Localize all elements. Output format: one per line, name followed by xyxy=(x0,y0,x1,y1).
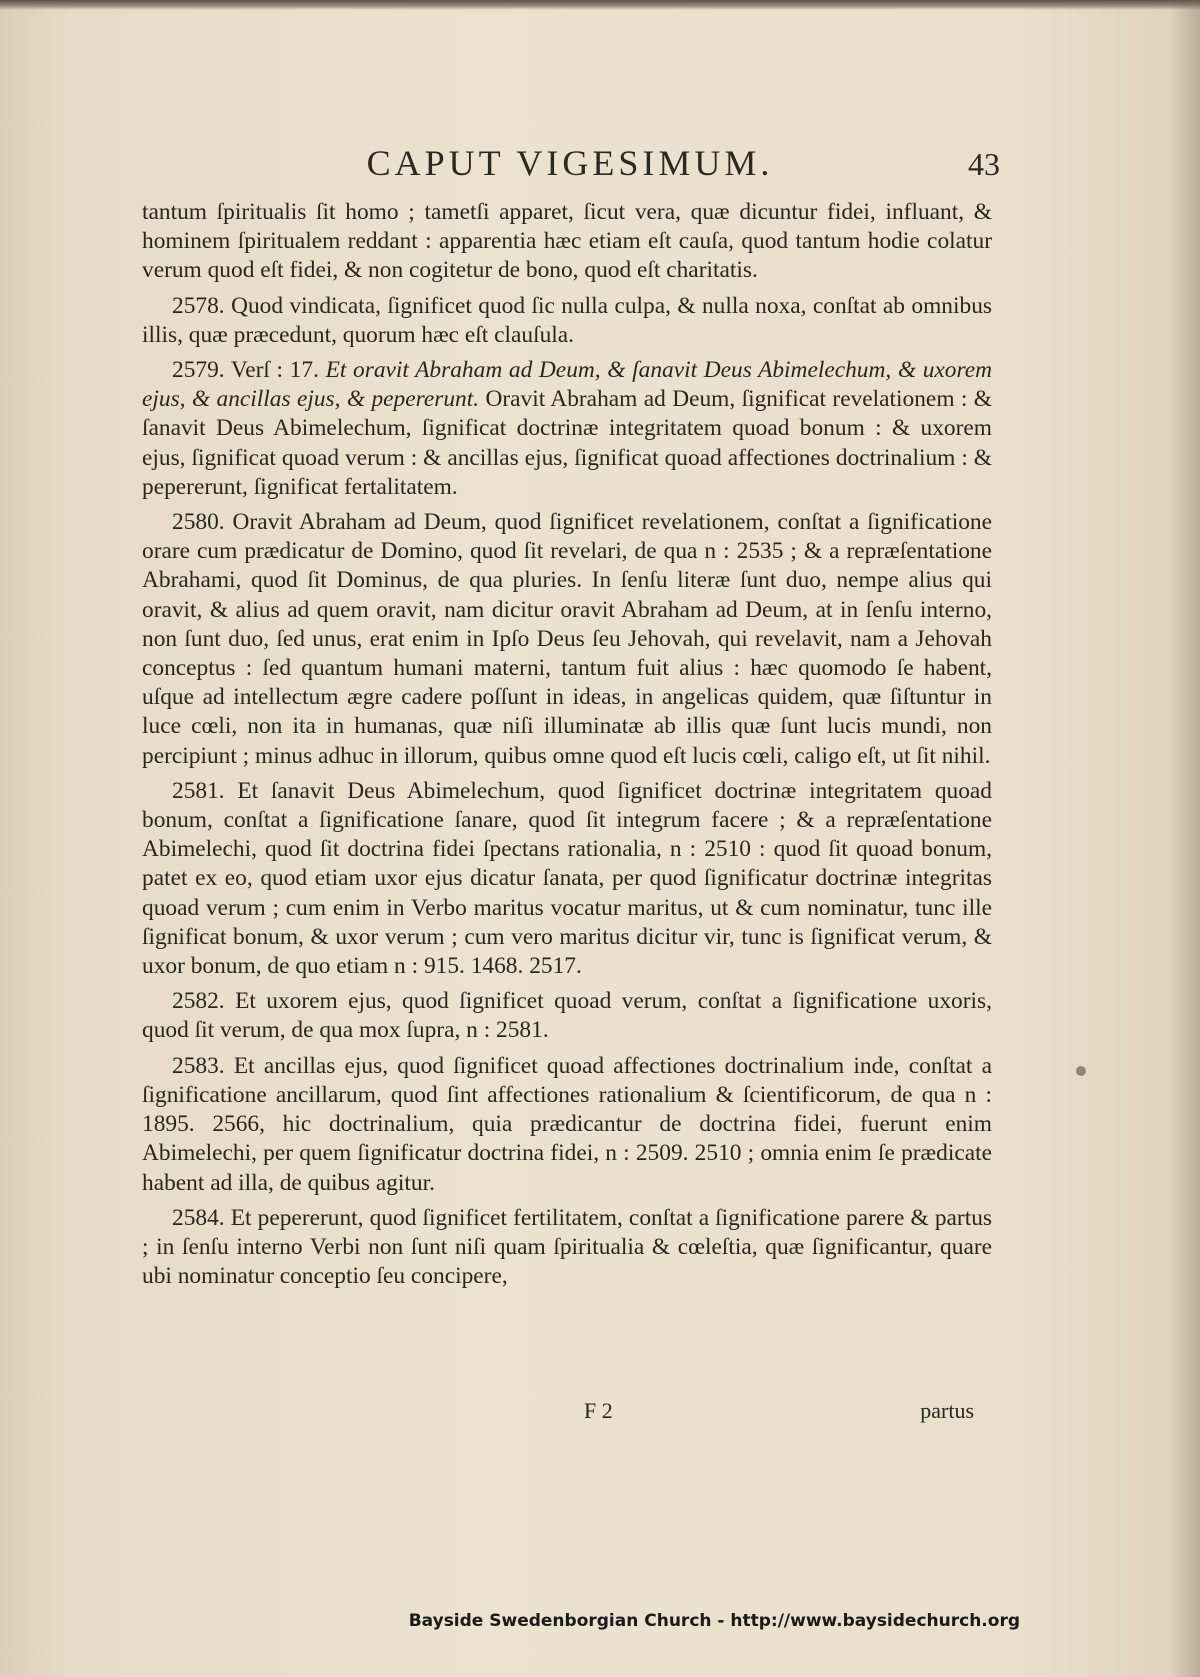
paragraph-number: 2581. xyxy=(172,777,225,804)
paragraph-text: Et pepererunt, quod ſignificet fertilitatem, conſtat a ſignificatione parere & partus ; in ſenſu interno Verbi non ſunt niſi quam ſpiritualia & cœleſtia, quæ ſignificantur, quare ubi nominatur conceptio ſeu concipere, xyxy=(142,1204,993,1290)
signature-mark: F 2 xyxy=(584,1398,613,1423)
paragraph-2578 xyxy=(142,292,992,350)
paragraph-2583 xyxy=(142,1052,992,1198)
paragraph-2580 xyxy=(142,508,992,771)
paragraph-text: Quod vindicata, ſignificet quod ſic nulla culpa, & nulla noxa, conſtat ab omnibus illis, quæ præcedunt, quorum hæc eſt clauſula. xyxy=(142,292,992,348)
paragraph-text: Et ancillas ejus, quod ſignificet quoad affectiones doctrinalium inde, conſtat a ſignificatione ancillarum, quod ſint affectiones rationalium & ſcientificorum, de qua n : 1895. 2566, hic doctrinalium, quia prædicantur de doctrina fidei, fuerunt enim Abimelechi, per quem ſignificatur doctrina fidei, n : 2509. 2510 ; omnia enim ſe prædicate habent ad illa, de quibus agitur. xyxy=(142,1052,992,1196)
paragraph-number: 2580. xyxy=(172,509,225,536)
paragraph-text: Et uxorem ejus, quod ſignificet quoad verum, conſtat a ſignificatione uxoris, quod ſit verum, de qua mox ſupra, n : 2581. xyxy=(142,988,992,1044)
paragraph-2582 xyxy=(142,987,992,1045)
paragraph-text: tantum ſpiritualis ſit homo ; tametſi apparet, ſicut vera, quæ dicuntur fidei, influant, & hominem ſpiritualem reddant : apparentia hæc etiam eſt cauſa, quod tantum hodie colatur verum quod eſt fidei, & non cogitetur de bono, quod eſt charitatis. xyxy=(142,199,992,284)
paragraph-text: Oravit Abraham ad Deum, quod ſignificet revelationem, conſtat a ſignificatione orare cum prædicatur de Domino, quod ſit revelari, de qua n : 2535 ; & a repræſentatione Abrahami, quod ſit Dominus, de qua pluries. In ſenſu literæ ſunt duo, nempe alius qui oravit, & alius ad quem oravit, nam dicitur oravit Abraham ad Deum, at in ſenſu interno, non ſunt duo, ſed unus, erat enim in Ipſo Deus ſeu Jehovah, qui revelavit, nam a Jehovah conceptus : ſed quantum humani materni, tantum fuit alius : hæc quomodo ſe habent, uſque ad intellectum ægre cadere poſſunt in ideas, in angelicas quidem, quæ ſiſtuntur in luce cœli, non ita in humanas, quæ niſi illuminatæ ab illis quæ ſunt lucis mundi, non percipiunt ; minus adhuc in illorum, quibus omne quod eſt lucis cœli, caligo eſt, ut ſit nihil. xyxy=(142,509,992,769)
paragraph-number: 2583. xyxy=(172,1052,225,1079)
running-title: CAPUT VIGESIMUM. xyxy=(366,143,774,183)
paragraph-2581 xyxy=(142,777,992,981)
paragraph-2579 xyxy=(142,356,992,502)
paragraph-text: Oravit Abraham ad Deum, ſignificat revelationem : & ſanavit Deus Abimelechum, ſignificat doctrinæ integritatem quoad bonum : & uxorem ejus, ſignificat quoad verum : & ancillas ejus, ſignificat quoad affectiones doctrinalium : & pepererunt, ſignificat fertalitatem. xyxy=(142,386,992,500)
body-text xyxy=(142,198,992,1297)
paragraph-number: 2578. xyxy=(172,292,225,319)
verse-reference: Verſ : 17. xyxy=(230,357,319,384)
verse-quotation: Et oravit Abraham ad Deum, & ſanavit Deus Abimelechum, & uxorem ejus, & ancillas ejus, & pepererunt. xyxy=(142,357,993,413)
paragraph-2584 xyxy=(142,1204,992,1292)
page-number: 43 xyxy=(968,146,1000,182)
watermark-text: Bayside Swedenborgian Church - http://www.baysidechurch.org xyxy=(408,1611,1020,1631)
paragraph-text: Et ſanavit Deus Abimelechum, quod ſignificet doctrinæ integritatem quoad bonum, conſtat a ſignificatione ſanare, quod ſit integrum facere ; & a repræſentatione Abimelechi, quod ſit doctrina fidei ſpectans rationalia, n : 2510 : quod ſit quoad bonum, patet ex eo, quod etiam uxor ejus dicatur ſanata, per quod ſignificatur doctrinæ integritas quoad verum ; cum enim in Verbo maritus vocatur maritus, ut & cum nominatur, tunc ille ſignificat bonum, & uxor verum ; cum vero maritus dicitur vir, tunc is ſignificat verum, & uxor bonum, de quo etiam n : 915. 1468. 2517. xyxy=(142,777,992,980)
catchword: partus xyxy=(920,1398,974,1423)
paragraph-number: 2579. xyxy=(172,357,225,384)
paragraph-continued xyxy=(142,198,992,286)
paragraph-number: 2584. xyxy=(172,1204,225,1231)
paragraph-number: 2582. xyxy=(172,988,225,1015)
paper-spot xyxy=(1076,1066,1086,1076)
page-header xyxy=(140,142,1000,192)
